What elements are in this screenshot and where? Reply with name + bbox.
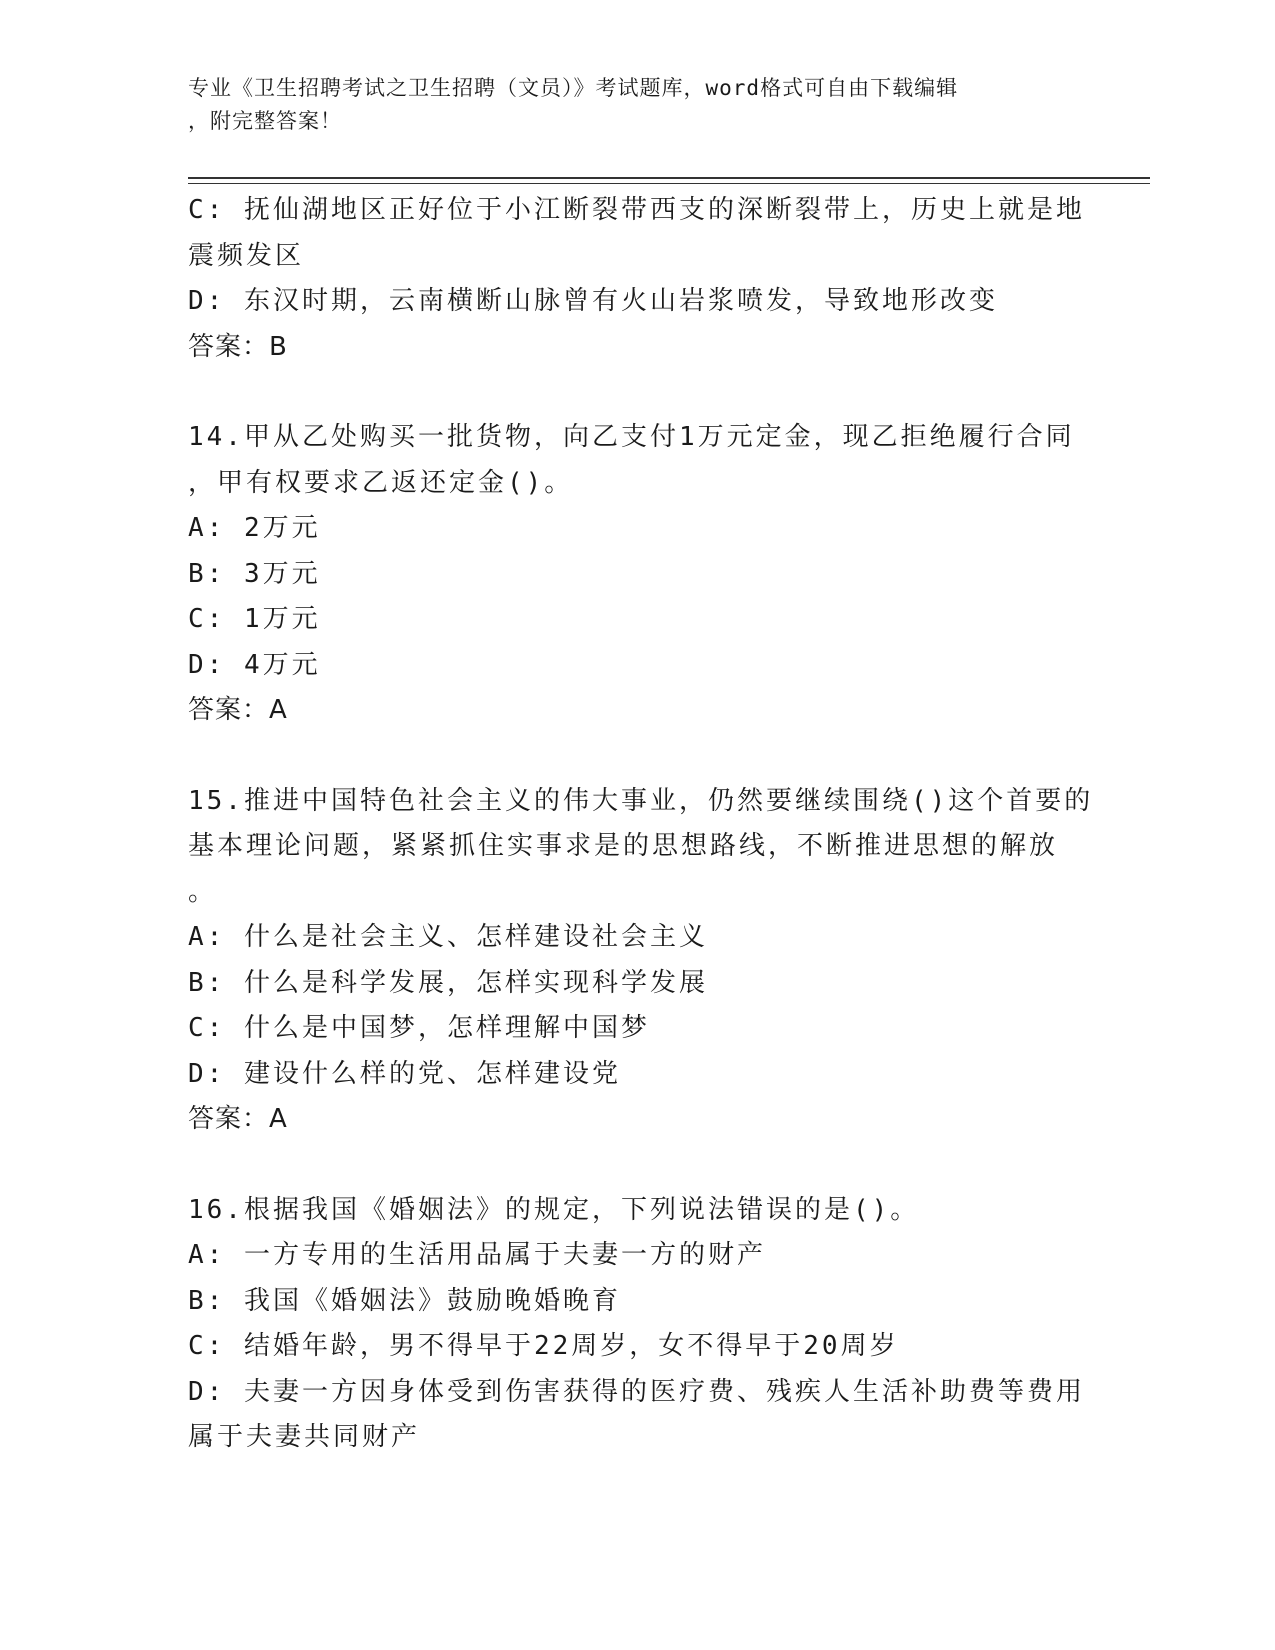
- spacer: [188, 1143, 1088, 1188]
- question-stem: 16.根据我国《婚姻法》的规定，下列说法错误的是()。: [188, 1194, 920, 1225]
- header-divider-thin: [188, 183, 1150, 184]
- option-c: C: 什么是中国梦，怎样理解中国梦: [188, 1013, 650, 1043]
- answer-label: 答案：A: [188, 695, 288, 725]
- option-d: D: 建设什么样的党、怎样建设党: [188, 1058, 621, 1089]
- question-14: [188, 415, 1088, 734]
- header-line-1: 专业《卫生招聘考试之卫生招聘（文员）》考试题库，word格式可自由下载编辑: [188, 76, 959, 100]
- question-stem: 15.推进中国特色社会主义的伟大事业，仍然要继续围绕()这个首要的: [188, 785, 1094, 816]
- answer-label: 答案：B: [188, 331, 288, 362]
- previous-question-block: [188, 188, 1088, 370]
- option-c: C: 抚仙湖地区正好位于小江断裂带西支的深断裂带上，历史上就是地: [188, 195, 1085, 225]
- header-line-2: ，附完整答案！: [188, 109, 342, 133]
- option-b: B: 什么是科学发展，怎样实现科学发展: [188, 967, 708, 998]
- option-b: B: 3万元: [188, 558, 321, 589]
- question-stem: 14.甲从乙处购买一批货物，向乙支付1万元定金，现乙拒绝履行合同: [188, 422, 1075, 452]
- option-c: C: 结婚年龄，男不得早于22周岁，女不得早于20周岁: [188, 1331, 899, 1361]
- question-stem-end: 。: [188, 876, 218, 907]
- spacer: [188, 734, 1088, 779]
- question-stem-continued: 基本理论问题，紧紧抓住实事求是的思想路线，不断推进思想的解放: [188, 831, 1059, 861]
- question-15: [188, 779, 1094, 1143]
- option-d: D: 东汉时期，云南横断山脉曾有火山岩浆喷发，导致地形改变: [188, 286, 998, 316]
- header-divider-thick: [188, 177, 1150, 179]
- option-a: A: 什么是社会主义、怎样建设社会主义: [188, 922, 708, 952]
- option-d: D: 4万元: [188, 649, 321, 680]
- question-stem-continued: ，甲有权要求乙返还定金()。: [188, 467, 574, 498]
- page-header: [188, 72, 1068, 138]
- option-c: C: 1万元: [188, 604, 321, 634]
- option-d-continued: 属于夫妻共同财产: [188, 1422, 421, 1452]
- option-b: B: 我国《婚姻法》鼓励晚婚晚育: [188, 1285, 621, 1316]
- option-c-continued: 震频发区: [188, 240, 305, 271]
- option-d: D: 夫妻一方因身体受到伤害获得的医疗费、残疾人生活补助费等费用: [188, 1376, 1085, 1407]
- option-a: A: 2万元: [188, 513, 321, 543]
- answer-label: 答案：A: [188, 1104, 288, 1134]
- spacer: [188, 370, 1088, 415]
- question-content: [188, 188, 1094, 1461]
- question-16: [188, 1188, 1088, 1461]
- option-a: A: 一方专用的生活用品属于夫妻一方的财产: [188, 1240, 766, 1270]
